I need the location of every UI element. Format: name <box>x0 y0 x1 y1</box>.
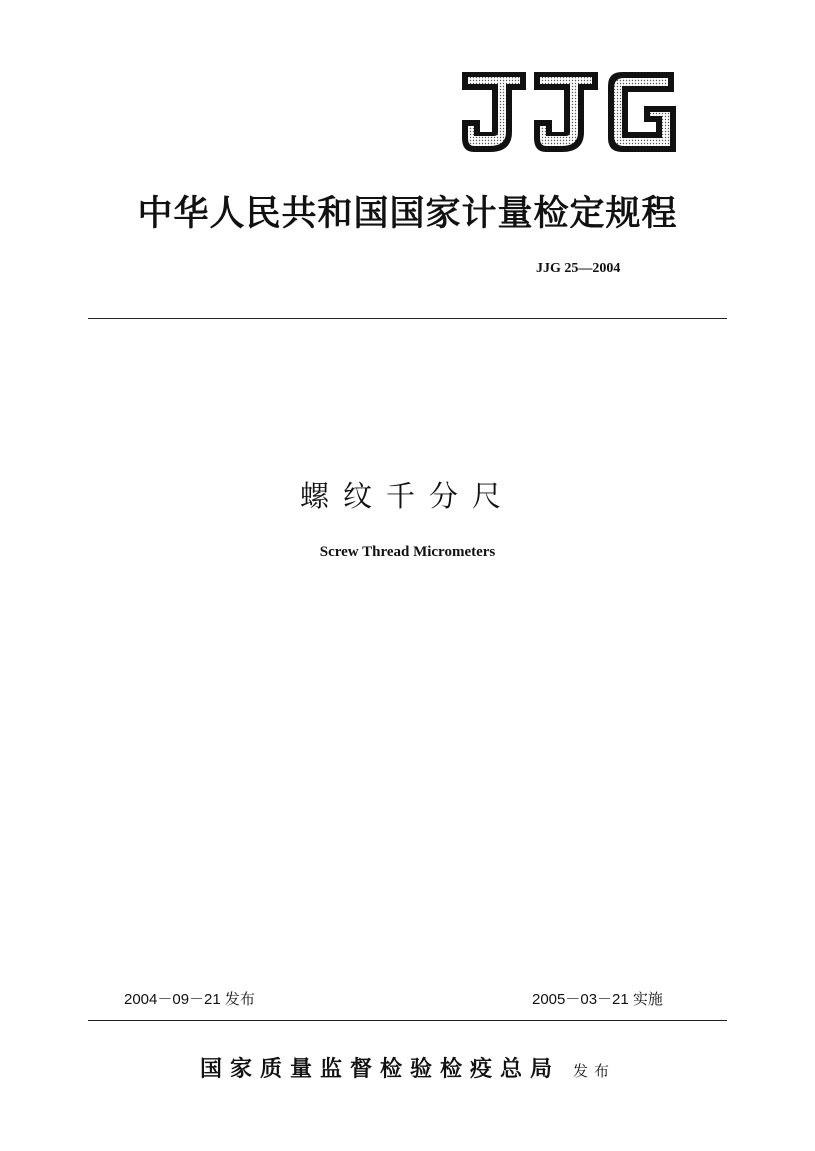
standard-series-title: 中华人民共和国国家计量检定规程 <box>137 193 678 234</box>
effective-date: 2005－03－21 实施 <box>532 991 663 1008</box>
publisher-name: 国家质量监督检验检疫总局 <box>199 1056 560 1082</box>
publisher-line <box>0 1052 815 1083</box>
top-divider <box>88 318 727 319</box>
logo-letter-j-1 <box>462 72 526 152</box>
logo-letter-g <box>608 72 676 152</box>
jjg-logo <box>460 70 678 154</box>
bottom-divider <box>88 1020 727 1021</box>
document-title-chinese: 螺纹千分尺 <box>299 479 515 513</box>
standard-code: JJG 25—2004 <box>536 261 621 276</box>
jjg-logo-icon <box>460 70 678 154</box>
document-title-english: Screw Thread Micrometers <box>319 544 496 560</box>
issue-date: 2004－09－21 发布 <box>124 991 255 1008</box>
logo-letter-j-2 <box>534 72 598 152</box>
publisher-action: 发布 <box>573 1062 616 1080</box>
